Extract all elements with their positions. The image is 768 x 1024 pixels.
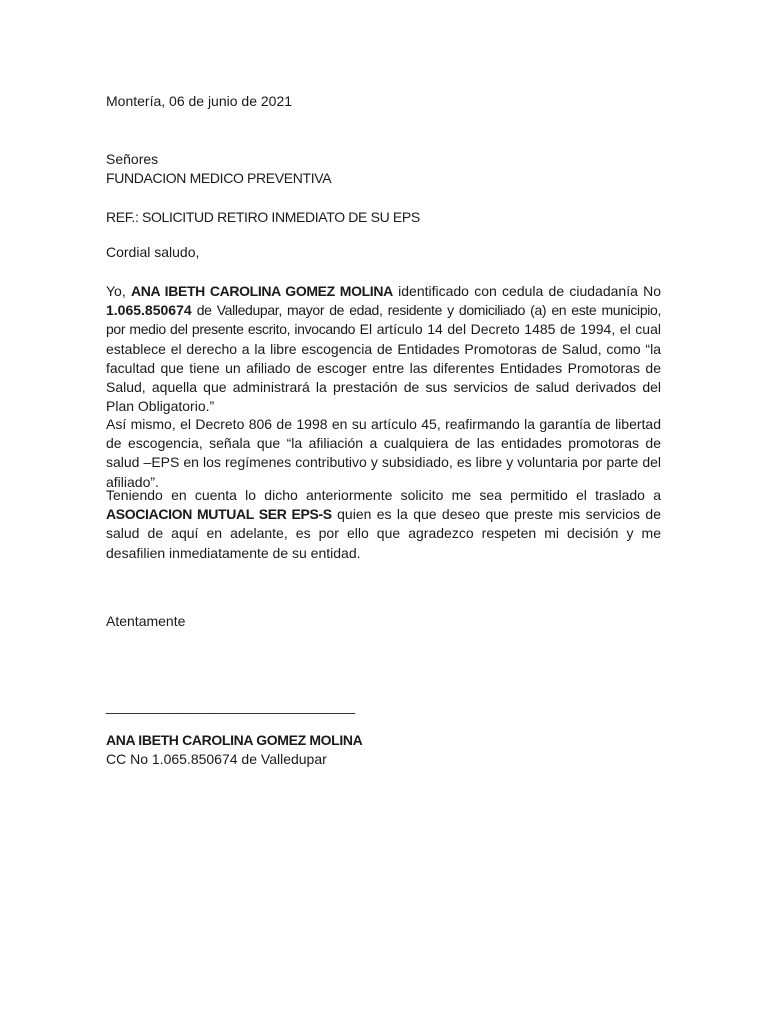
request-text-2: quien es la que deseo que preste mis servicios de salud de aquí en adelante, es por ello que agradezco respeten mi decisión y me desafilien inmediatamente de su entidad. xyxy=(106,506,662,561)
signature-line xyxy=(106,697,356,716)
intro-id: 1.065.850674 xyxy=(106,302,192,319)
intro-text-2: de Valledupar, mayor de edad, residente y domiciliado (a) en este municipio, por medio del presente escrito, invocando xyxy=(106,302,661,338)
recipient-name: FUNDACION MEDICO PREVENTIVA xyxy=(106,170,332,187)
paragraph-request xyxy=(106,486,661,563)
signer-name: ANA IBETH CAROLINA GOMEZ MOLINA xyxy=(106,732,363,748)
paragraph-intro xyxy=(106,282,661,416)
recipient-block xyxy=(106,150,661,188)
intro-text-1: identificado con cedula de ciudadanía No xyxy=(398,283,662,299)
closing: Atentamente xyxy=(106,613,186,629)
reference-line: REF.: SOLICITUD RETIRO INMEDIATO DE SU EPS xyxy=(106,209,420,225)
signer-id: CC No 1.065.850674 de Valledupar xyxy=(106,751,327,767)
paragraph-decree: Así mismo, el Decreto 806 de 1998 en su artículo 45, reafirmando la garantía de libertad de escogencia, señala que “la afiliación a cualquiera de las entidades promotoras de salud –EPS en los regímenes contributivo y subsidiado, es libre y voluntaria por parte del afiliado”. xyxy=(106,416,661,490)
intro-text-3: El artículo 14 del Decreto 1485 de 1994, el cual establece el derecho a la libre escogencia de Entidades Promotoras de Salud, como “la facultad que tiene un afiliado de escoger entre las diferentes Entidades Promotoras de Salud, aquella que administrará la prestación de sus servicios de salud derivados del Plan Obligatorio.” xyxy=(106,321,661,415)
intro-yo: Yo, xyxy=(106,283,126,299)
intro-name: ANA IBETH CAROLINA GOMEZ MOLINA xyxy=(131,283,393,299)
salutation-to: Señores xyxy=(106,151,159,167)
signature-underline: ________________________________ xyxy=(106,698,356,714)
letter-date: Montería, 06 de junio de 2021 xyxy=(106,93,293,109)
request-text-1: Teniendo en cuenta lo dicho anteriormente solicito me sea permitido el traslado a xyxy=(106,487,661,503)
greeting: Cordial saludo, xyxy=(106,244,200,260)
request-entity: ASOCIACION MUTUAL SER EPS-S xyxy=(106,506,332,523)
